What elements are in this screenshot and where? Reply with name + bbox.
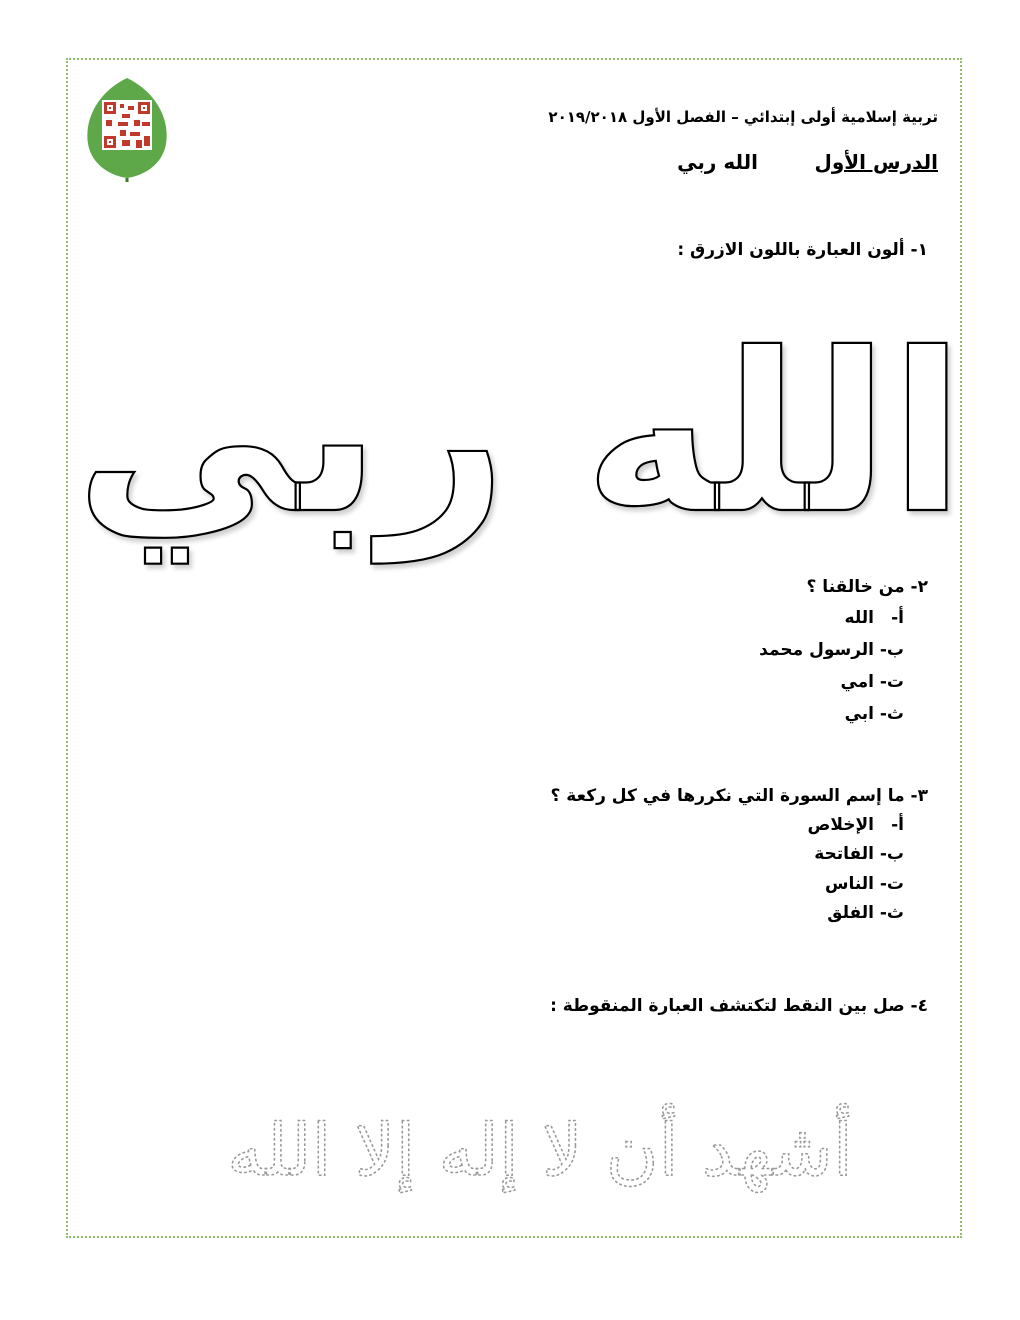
option-letter: ب- bbox=[879, 844, 904, 864]
course-header: تربية إسلامية أولى إبتدائي – الفصل الأول ٢٠١٩/٢٠١٨ bbox=[548, 108, 938, 126]
option-letter: ت- bbox=[879, 672, 904, 692]
option-text: ابي bbox=[844, 704, 874, 724]
option-letter: ت- bbox=[879, 874, 904, 894]
option-letter: ث- bbox=[879, 903, 904, 923]
option-text: الناس bbox=[825, 874, 874, 894]
outline-phrase: الله ربي bbox=[75, 306, 965, 562]
option-letter: ث- bbox=[879, 704, 904, 724]
q2-option-b bbox=[759, 640, 904, 660]
coloring-outline-text bbox=[75, 280, 965, 580]
q3-option-b bbox=[814, 844, 904, 864]
lesson-title: الدرس الأول bbox=[814, 150, 938, 174]
option-text: الفاتحة bbox=[814, 844, 874, 864]
question-1: ١- ألون العبارة باللون الازرق : bbox=[677, 240, 928, 260]
option-letter: ب- bbox=[879, 640, 904, 660]
question-3: ٣- ما إسم السورة التي نكررها في كل ركعة ؟ bbox=[550, 786, 928, 806]
option-text: الفلق bbox=[827, 903, 874, 923]
q3-option-a bbox=[807, 815, 904, 835]
q3-option-d bbox=[827, 903, 904, 923]
q3-option-c bbox=[825, 874, 904, 894]
dotted-tracing-text bbox=[227, 1080, 853, 1210]
dotted-phrase: أشهد أن لا إله إلا الله bbox=[227, 1108, 853, 1192]
question-4: ٤- صل بين النقط لتكتشف العبارة المنقوطة : bbox=[550, 996, 928, 1016]
option-text: الرسول محمد bbox=[759, 640, 874, 660]
option-text: الله bbox=[844, 608, 874, 628]
question-2: ٢- من خالقنا ؟ bbox=[806, 577, 928, 597]
option-text: امي bbox=[840, 672, 874, 692]
q2-option-c bbox=[840, 672, 904, 692]
q2-option-a bbox=[845, 608, 904, 628]
leaf-qr-logo-icon bbox=[78, 74, 176, 182]
q2-option-d bbox=[845, 704, 904, 724]
lesson-subject: الله ربي bbox=[677, 150, 758, 174]
option-text: الإخلاص bbox=[807, 815, 874, 835]
option-letter: أ- bbox=[891, 608, 904, 628]
option-letter: أ- bbox=[891, 815, 904, 835]
